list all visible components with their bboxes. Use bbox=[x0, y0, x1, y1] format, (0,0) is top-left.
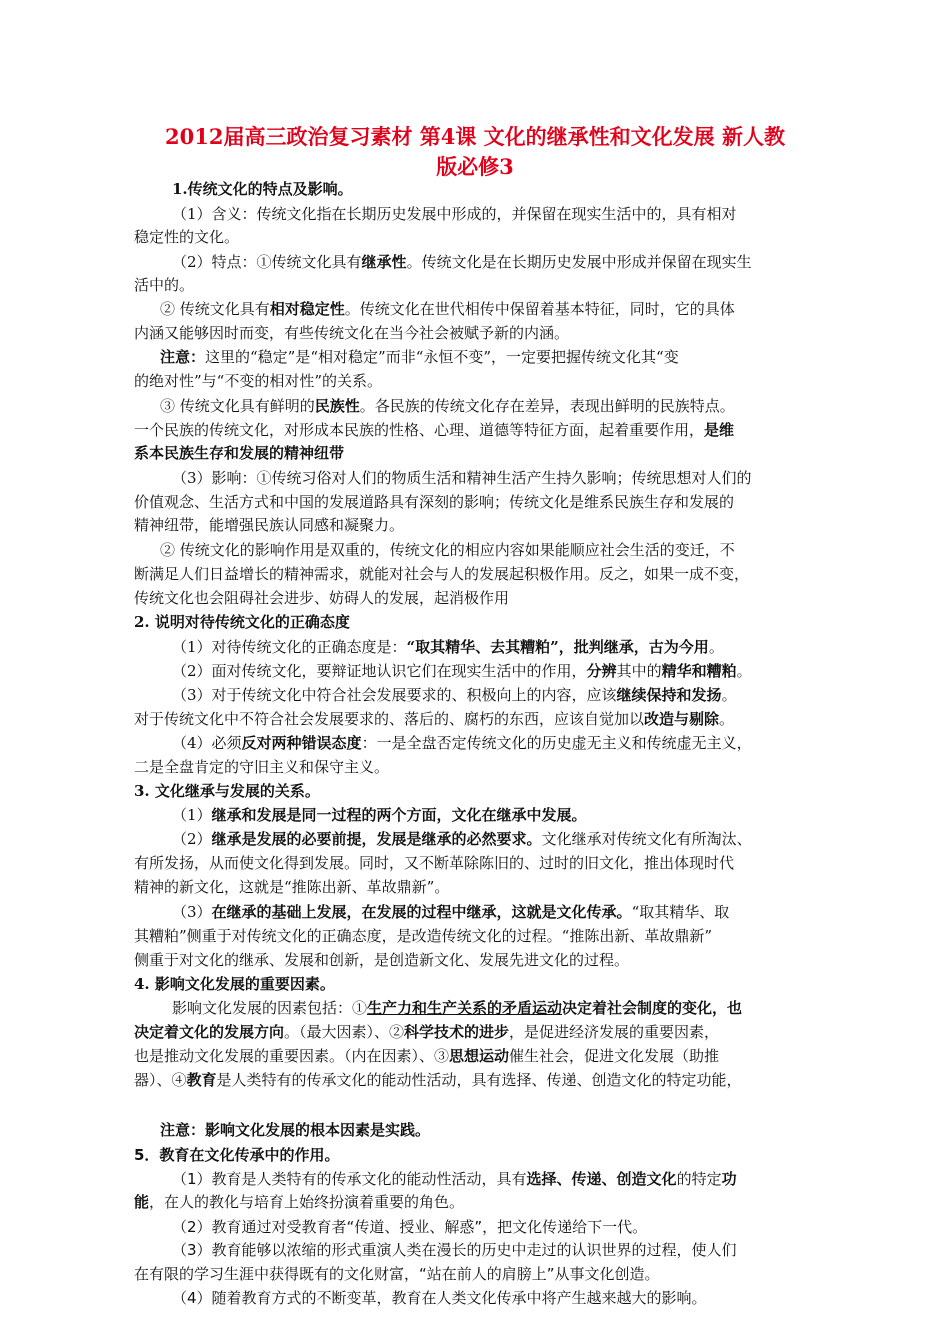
text-line bbox=[172, 660, 752, 682]
text-line bbox=[134, 226, 239, 248]
text-line bbox=[134, 442, 344, 464]
text-line bbox=[172, 1168, 737, 1190]
text-segment: 是维 bbox=[704, 421, 735, 439]
text-segment: 传统文化也会阻碍社会进步、妨碍人的发展，起消极作用 bbox=[134, 589, 510, 607]
text-line bbox=[172, 804, 587, 826]
text-line bbox=[134, 419, 734, 441]
text-segment: 在有限的学习生涯中获得既有的文化财富，“站在前人的肩膀上”从事文化创造。 bbox=[134, 1265, 660, 1283]
text-line bbox=[134, 852, 734, 874]
text-line bbox=[134, 322, 569, 344]
text-line bbox=[134, 274, 194, 296]
text-segment: 继承性 bbox=[361, 253, 407, 271]
text-segment: 。（最大因素）、② bbox=[284, 1023, 405, 1041]
text-line bbox=[134, 587, 509, 609]
text-segment: 。 bbox=[708, 638, 724, 656]
text-segment: 继承是发展的必要前提，发展是继承的必然要求。 bbox=[211, 830, 542, 848]
text-line bbox=[160, 1119, 430, 1141]
title-line-1: 2012届高三政治复习素材 第4课 文化的继承性和文化发展 新人教 bbox=[165, 124, 785, 149]
text-segment: 教育 bbox=[186, 1071, 217, 1089]
text-segment: 影响文化发展的因素包括：① bbox=[172, 999, 368, 1017]
text-segment: （4）随着教育方式的不断变革，教育在人类文化传承中将产生越来越大的影响。 bbox=[172, 1289, 707, 1307]
text-line bbox=[134, 973, 335, 995]
text-segment: ③ 传统文化具有鲜明的 bbox=[160, 397, 315, 415]
text-line bbox=[134, 563, 749, 585]
text-segment: （4）必须 bbox=[172, 734, 242, 752]
text-line bbox=[172, 1287, 707, 1309]
text-segment: （3）对于传统文化中符合社会发展要求的、积极向上的内容，应该 bbox=[172, 686, 617, 704]
text-segment: 的特定 bbox=[676, 1170, 722, 1188]
text-segment: 生产力和生产关系的矛盾运动 bbox=[367, 999, 563, 1017]
text-segment: 决定着文化的发展方向 bbox=[134, 1023, 285, 1041]
text-line bbox=[134, 1263, 660, 1285]
text-segment: “取其精华、去其糟粕”，批判继承，古为今用 bbox=[406, 638, 709, 656]
text-segment: 选择、传递、创造文化 bbox=[526, 1170, 677, 1188]
text-segment: 器）、④ bbox=[134, 1071, 187, 1089]
text-line bbox=[134, 1045, 719, 1067]
text-line bbox=[134, 491, 734, 513]
text-segment: 思想运动 bbox=[449, 1047, 510, 1065]
text-segment: 文化继承对传统文化有所淘汰、 bbox=[541, 830, 752, 848]
text-segment: 。传统文化在世代相传中保留着基本特征，同时，它的具体 bbox=[344, 300, 735, 318]
text-line bbox=[134, 756, 389, 778]
text-segment: 继续保持和发扬 bbox=[616, 686, 722, 704]
text-line bbox=[134, 780, 320, 802]
text-segment: ：一是全盘否定传统文化的历史虚无主义和传统虚无主义， bbox=[361, 734, 752, 752]
text-segment: 其糟粕”侧重于对传统文化的正确态度，是改造传统文化的过程。“推陈出新、革故鼎新” bbox=[134, 927, 713, 945]
text-line bbox=[172, 178, 353, 200]
text-line bbox=[172, 467, 752, 489]
text-segment: （2）面对传统文化，要辩证地认识它们在现实生活中的作用， bbox=[172, 662, 587, 680]
text-segment: 是人类特有的传承文化的能动性活动，具有选择、传递、创造文化的特定功能， bbox=[216, 1071, 742, 1089]
text-segment: 。传统文化是在长期历史发展中形成并保留在现实生 bbox=[406, 253, 752, 271]
text-segment: 相对稳定性 bbox=[269, 300, 345, 318]
text-segment: 1.传统文化的特点及影响。 bbox=[172, 180, 353, 198]
text-segment: 注意： bbox=[160, 348, 206, 366]
text-line bbox=[160, 346, 679, 368]
text-segment: 催生社会，促进文化发展（助推 bbox=[509, 1047, 720, 1065]
text-line bbox=[160, 395, 735, 417]
text-line bbox=[134, 370, 382, 392]
text-segment: 对于传统文化中不符合社会发展要求的、落后的、腐朽的东西，应该自觉加以 bbox=[134, 710, 645, 728]
text-segment: ② 传统文化的影响作用是双重的，传统文化的相应内容如果能顺应社会生活的变迁，不 bbox=[160, 541, 735, 559]
text-segment: 也是推动文化发展的重要因素。（内在因素）、③ bbox=[134, 1047, 450, 1065]
text-segment: 二是全盘肯定的守旧主义和保守主义。 bbox=[134, 758, 390, 776]
text-line bbox=[134, 876, 449, 898]
text-segment: （1）对待传统文化的正确态度是： bbox=[172, 638, 407, 656]
title-line-2: 版必修3 bbox=[436, 154, 514, 179]
text-segment: 民族性 bbox=[314, 397, 360, 415]
text-segment: 2. 说明对待传统文化的正确态度 bbox=[134, 613, 350, 631]
text-line bbox=[134, 611, 350, 633]
text-line bbox=[172, 732, 752, 754]
text-segment: “取其精华、取 bbox=[631, 903, 730, 921]
text-segment: 。各民族的传统文化存在差异，表现出鲜明的民族特点。 bbox=[359, 397, 735, 415]
text-segment: 其中的 bbox=[616, 662, 662, 680]
text-segment: 5．教育在文化传承中的作用。 bbox=[134, 1146, 340, 1164]
page-title bbox=[120, 122, 830, 182]
text-line bbox=[160, 298, 735, 320]
text-segment: 这里的“稳定”是“相对稳定”而非“永恒不变”，一定要把握传统文化其“变 bbox=[205, 348, 679, 366]
text-segment: （2）特点：①传统文化具有 bbox=[172, 253, 362, 271]
text-segment: 4. 影响文化发展的重要因素。 bbox=[134, 975, 335, 993]
text-segment: （1）含义：传统文化指在长期历史发展中形成的，并保留在现实生活中的，具有相对 bbox=[172, 205, 737, 223]
text-segment: 的绝对性”与“不变的相对性”的关系。 bbox=[134, 372, 383, 390]
text-segment: 决定着社会制度的变化，也 bbox=[562, 999, 743, 1017]
text-line bbox=[134, 708, 734, 730]
text-segment: 精神的新文化，这就是“推陈出新、革故鼎新”。 bbox=[134, 878, 450, 896]
text-segment: 改造与剔除 bbox=[644, 710, 720, 728]
text-line bbox=[134, 1021, 719, 1043]
text-segment: 一个民族的传统文化，对形成本民族的性格、心理、道德等特征方面，起着重要作用， bbox=[134, 421, 705, 439]
text-segment: 在继承的基础上发展，在发展的过程中继承，这就是文化传承。 bbox=[211, 903, 632, 921]
text-segment: 活中的。 bbox=[134, 276, 195, 294]
text-line bbox=[134, 925, 712, 947]
text-line bbox=[172, 1239, 737, 1261]
text-segment: （1） bbox=[172, 806, 212, 824]
text-line bbox=[172, 828, 752, 850]
text-segment: ，在人的教化与培育上始终扮演着重要的角色。 bbox=[149, 1193, 465, 1211]
text-segment: 精华和糟粕 bbox=[661, 662, 737, 680]
text-line bbox=[172, 203, 737, 225]
text-line bbox=[160, 539, 735, 561]
text-line bbox=[172, 901, 729, 923]
text-segment: 精神纽带，能增强民族认同感和凝聚力。 bbox=[134, 516, 405, 534]
text-segment: （3）教育能够以浓缩的形式重演人类在漫长的历史中走过的认识世界的过程，使人们 bbox=[172, 1241, 737, 1259]
text-segment: 断满足人们日益增长的精神需求，就能对社会与人的发展起积极作用。反之，如果一成不变， bbox=[134, 565, 750, 583]
text-segment: 功 bbox=[721, 1170, 737, 1188]
text-segment: ② 传统文化具有 bbox=[160, 300, 270, 318]
text-segment: 系本民族生存和发展的精神纽带 bbox=[134, 444, 345, 462]
text-segment: （2）教育通过对受教育者“传道、授业、解惑”，把文化传递给下一代。 bbox=[172, 1218, 648, 1236]
text-line bbox=[172, 684, 737, 706]
text-segment: 侧重于对文化的继承、发展和创新，是创造新文化、发展先进文化的过程。 bbox=[134, 951, 630, 969]
text-segment: 。 bbox=[736, 662, 752, 680]
text-segment: 有所发扬，从而使文化得到发展。同时，又不断革除陈旧的、过时的旧文化，推出体现时代 bbox=[134, 854, 735, 872]
text-line bbox=[172, 1216, 647, 1238]
text-line bbox=[172, 997, 742, 1019]
text-segment: （1）教育是人类特有的传承文化的能动性活动，具有 bbox=[172, 1170, 527, 1188]
text-line bbox=[172, 251, 752, 273]
text-segment: 价值观念、生活方式和中国的发展道路具有深刻的影响；传统文化是维系民族生存和发展的 bbox=[134, 493, 735, 511]
text-segment: 。 bbox=[719, 710, 735, 728]
text-segment: 反对两种错误态度 bbox=[241, 734, 362, 752]
text-segment: 继承和发展是同一过程的两个方面，文化在继承中发展。 bbox=[211, 806, 587, 824]
text-segment: 3. 文化继承与发展的关系。 bbox=[134, 782, 320, 800]
text-segment: （2） bbox=[172, 830, 212, 848]
text-line bbox=[134, 1144, 339, 1166]
text-segment: 科学技术的进步 bbox=[404, 1023, 510, 1041]
text-segment: （3） bbox=[172, 903, 212, 921]
text-segment: 能 bbox=[134, 1193, 150, 1211]
text-segment: 内涵又能够因时而变，有些传统文化在当今社会被赋予新的内涵。 bbox=[134, 324, 570, 342]
text-line bbox=[134, 514, 404, 536]
text-segment: 。 bbox=[721, 686, 737, 704]
text-segment: 稳定性的文化。 bbox=[134, 228, 240, 246]
text-line bbox=[134, 949, 629, 971]
text-line bbox=[172, 636, 724, 658]
text-segment: （3）影响：①传统习俗对人们的物质生活和精神生活产生持久影响；传统思想对人们的 bbox=[172, 469, 752, 487]
text-segment: 注意：影响文化发展的根本因素是实践。 bbox=[160, 1121, 431, 1139]
text-line bbox=[134, 1191, 464, 1213]
text-segment: ，是促进经济发展的重要因素， bbox=[509, 1023, 720, 1041]
text-segment: 分辨 bbox=[586, 662, 617, 680]
text-line bbox=[134, 1069, 742, 1091]
